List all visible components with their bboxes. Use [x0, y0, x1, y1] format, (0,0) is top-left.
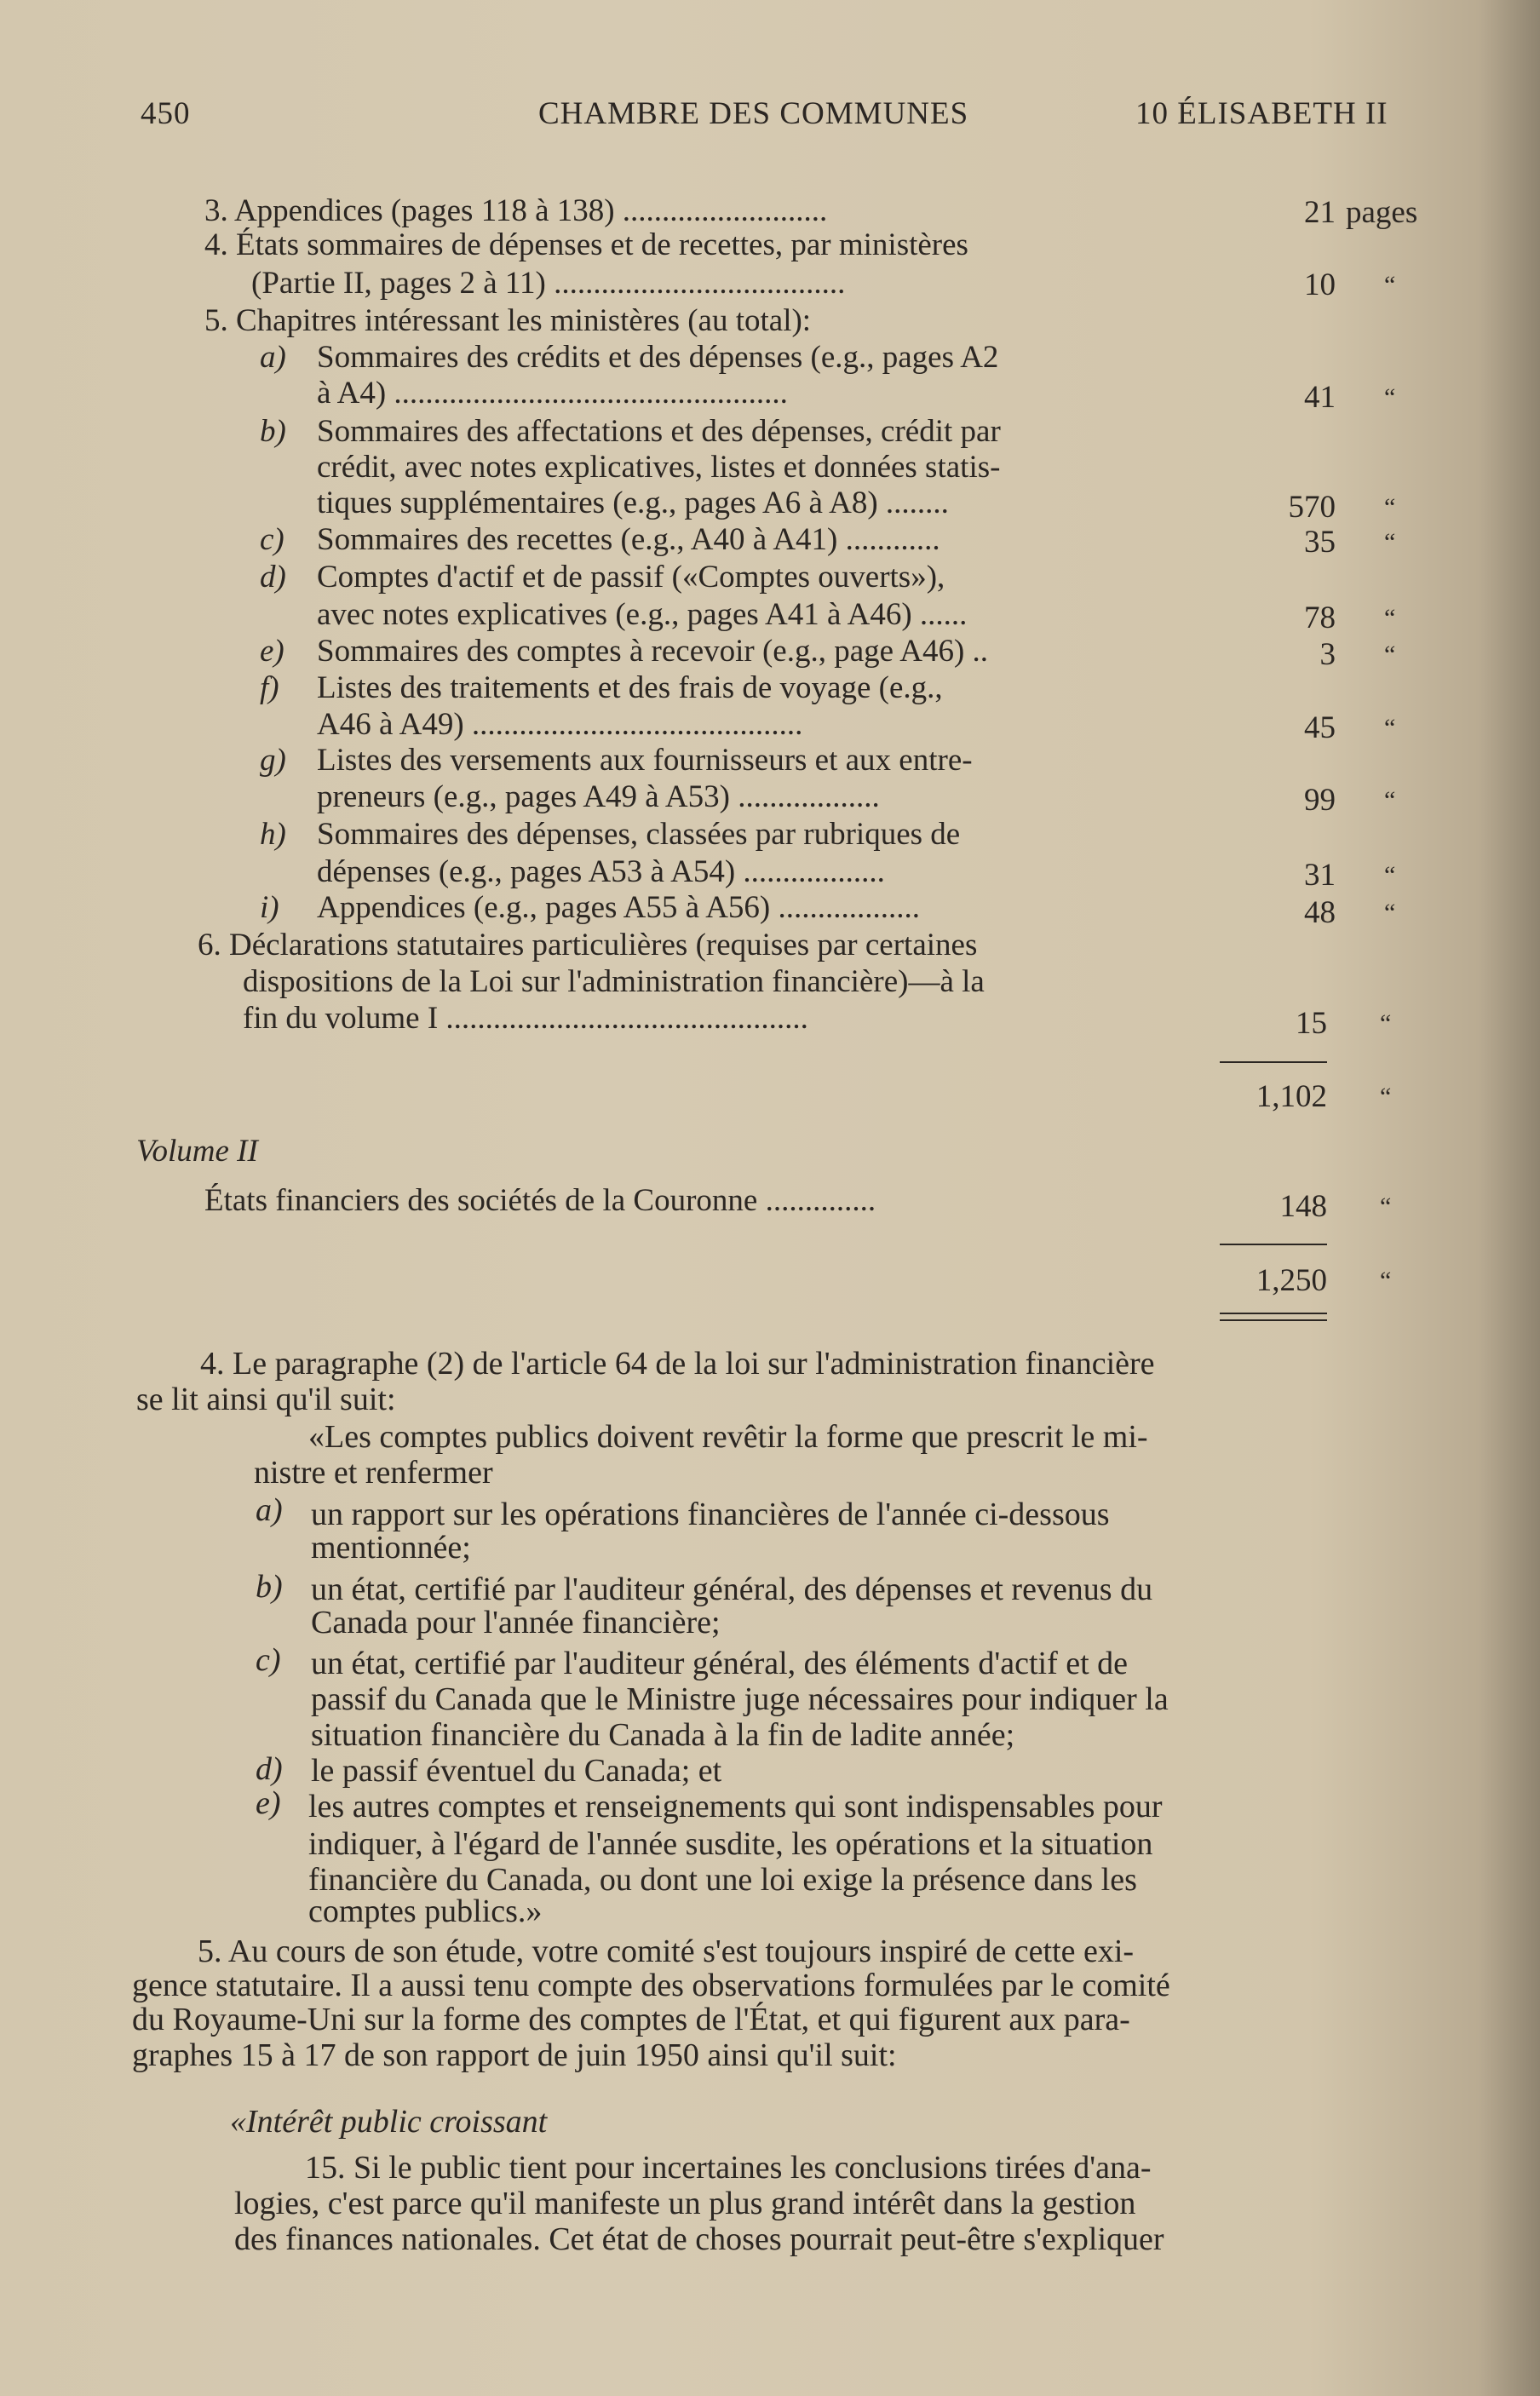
para-4-d-label: d): [256, 1751, 283, 1787]
item-c-pages: 35: [1304, 525, 1336, 560]
item-h-label: h): [260, 817, 286, 852]
item-a-pages: 41: [1304, 380, 1336, 415]
reign-year: 10 ÉLISABETH II: [1135, 96, 1388, 131]
item-a-ditto: “: [1384, 383, 1396, 411]
item-e-label: e): [260, 634, 284, 669]
total-rule: [1220, 1244, 1327, 1245]
volume-2-pages: 148: [1279, 1189, 1327, 1224]
item-d-pages: 78: [1304, 600, 1336, 635]
para-4-a-label: a): [256, 1492, 283, 1528]
list-item-4-line2: (Partie II, pages 2 à 11) .....................................: [251, 266, 846, 301]
item-g-ditto: “: [1384, 786, 1396, 814]
list-item-3: 3. Appendices (pages 118 à 138) ..........................: [204, 193, 828, 228]
list-item-4-line1: 4. États sommaires de dépenses et de recettes, par ministères: [204, 227, 968, 262]
item-d-label: d): [260, 560, 286, 595]
volume-2-item: États financiers des sociétés de la Couronne ..............: [204, 1183, 876, 1218]
item-6-ditto: “: [1380, 1009, 1392, 1037]
item-c-line1: Sommaires des recettes (e.g., A40 à A41) ............: [317, 522, 940, 557]
item-b-pages: 570: [1288, 490, 1336, 525]
volume-2-heading: Volume II: [136, 1134, 258, 1169]
item-g-pages: 99: [1304, 783, 1336, 818]
item-d-ditto: “: [1384, 604, 1396, 632]
item-g-line2: preneurs (e.g., pages A49 à A53) ..................: [317, 779, 880, 814]
item-i-label: i): [260, 890, 279, 925]
item-6-pages: 15: [1296, 1006, 1327, 1041]
grand-total-ditto: “: [1380, 1267, 1392, 1295]
item-a-label: a): [260, 340, 286, 375]
item-i-line1: Appendices (e.g., pages A55 à A56) ..................: [317, 890, 921, 925]
quote-line1: 15. Si le public tient pour incertaines les conclusions tirées d'ana-: [305, 2150, 1152, 2186]
para-5-line1: 5. Au cours de son étude, votre comité s'est toujours inspiré de cette exi-: [198, 1933, 1135, 1969]
para-4-e-line1: les autres comptes et renseignements qui sont indispensables pour: [308, 1789, 1163, 1824]
para-4-b-line1: un état, certifié par l'auditeur général, des dépenses et revenus du: [311, 1571, 1153, 1607]
subtotal-value: 1,102: [1256, 1079, 1327, 1114]
item-a-line1: Sommaires des crédits et des dépenses (e.g., pages A2: [317, 340, 999, 375]
list-item-5: 5. Chapitres intéressant les ministères (au total):: [204, 303, 812, 338]
list-item-6-line3: fin du volume I ..............................................: [243, 1001, 808, 1036]
grand-total: 1,250: [1256, 1263, 1327, 1298]
para-4-b-line2: Canada pour l'année financière;: [311, 1605, 721, 1640]
para-4-d-line1: le passif éventuel du Canada; et: [311, 1753, 722, 1789]
item-h-line2: dépenses (e.g., pages A53 à A54) ..................: [317, 854, 885, 889]
item-g-label: g): [260, 743, 286, 778]
list-item-6-line2: dispositions de la Loi sur l'administration financière)—à la: [243, 964, 985, 999]
item-a-line2: à A4) ..................................................: [317, 376, 788, 411]
item-c-label: c): [260, 522, 284, 557]
item-h-line1: Sommaires des dépenses, classées par rubriques de: [317, 817, 961, 852]
volume-2-ditto: “: [1380, 1192, 1392, 1221]
item-i-ditto: “: [1384, 899, 1396, 927]
item-d-line1: Comptes d'actif et de passif («Comptes ouverts»),: [317, 560, 945, 595]
item-4-ditto: “: [1384, 271, 1396, 299]
para-4-line2: se lit ainsi qu'il suit:: [136, 1382, 396, 1417]
para-4-c-line2: passif du Canada que le Ministre juge nécessaires pour indiquer la: [311, 1681, 1169, 1717]
para-5-line2: gence statutaire. Il a aussi tenu compte des observations formulées par le comité: [132, 1968, 1170, 2003]
item-b-label: b): [260, 414, 286, 449]
item-b-line2: crédit, avec notes explicatives, listes et données statis-: [317, 450, 1001, 485]
total-double-rule-2: [1220, 1319, 1327, 1321]
item-i-pages: 48: [1304, 895, 1336, 930]
item-h-pages: 31: [1304, 858, 1336, 893]
item-g-line1: Listes des versements aux fournisseurs et aux entre-: [317, 743, 973, 778]
para-5-line3: du Royaume-Uni sur la forme des comptes de l'État, et qui figurent aux para-: [132, 2002, 1130, 2037]
item-3-pages: 21: [1304, 195, 1336, 230]
para-4-c-line1: un état, certifié par l'auditeur général, des éléments d'actif et de: [311, 1646, 1129, 1681]
item-b-line3: tiques supplémentaires (e.g., pages A6 à A8) ........: [317, 486, 949, 520]
total-double-rule-1: [1220, 1313, 1327, 1314]
item-f-pages: 45: [1304, 710, 1336, 745]
item-f-label: f): [260, 670, 279, 705]
item-b-ditto: “: [1384, 493, 1396, 521]
quote-line2: logies, c'est parce qu'il manifeste un plus grand intérêt dans la gestion: [234, 2186, 1136, 2221]
para-5-line4: graphes 15 à 17 de son rapport de juin 1950 ainsi qu'il suit:: [132, 2037, 897, 2073]
para-4-line1: 4. Le paragraphe (2) de l'article 64 de la loi sur l'administration financière: [200, 1346, 1155, 1382]
running-title: CHAMBRE DES COMMUNES: [538, 96, 969, 131]
para-4-c-label: c): [256, 1642, 281, 1678]
item-e-line1: Sommaires des comptes à recevoir (e.g., page A46) ..: [317, 634, 989, 669]
item-3-unit: pages: [1346, 195, 1418, 230]
item-e-pages: 3: [1319, 637, 1336, 672]
item-f-ditto: “: [1384, 714, 1396, 742]
para-4-line4: nistre et renfermer: [254, 1455, 493, 1491]
item-e-ditto: “: [1384, 641, 1396, 669]
para-4-b-label: b): [256, 1569, 283, 1605]
item-4-pages: 10: [1304, 267, 1336, 302]
para-4-line3: «Les comptes publics doivent revêtir la forme que prescrit le mi-: [308, 1419, 1148, 1455]
para-4-a-line1: un rapport sur les opérations financières de l'année ci-dessous: [311, 1497, 1110, 1532]
quote-line3: des finances nationales. Cet état de choses pourrait peut-être s'expliquer: [234, 2221, 1164, 2257]
item-d-line2: avec notes explicatives (e.g., pages A41 à A46) ......: [317, 597, 968, 632]
para-4-c-line3: situation financière du Canada à la fin de ladite année;: [311, 1717, 1015, 1753]
subtotal-rule: [1220, 1061, 1327, 1063]
page-number: 450: [141, 96, 191, 131]
para-4-e-label: e): [256, 1785, 281, 1821]
para-4-e-line3: financière du Canada, ou dont une loi exige la présence dans les: [308, 1862, 1137, 1898]
list-item-6-line1: 6. Déclarations statutaires particulières (requises par certaines: [198, 928, 978, 962]
item-f-line2: A46 à A49) ..........................................: [317, 707, 803, 742]
item-c-ditto: “: [1384, 528, 1396, 556]
para-4-e-line4: comptes publics.»: [308, 1893, 543, 1929]
para-4-a-line2: mentionnée;: [311, 1530, 471, 1566]
para-4-e-line2: indiquer, à l'égard de l'année susdite, les opérations et la situation: [308, 1826, 1153, 1862]
item-f-line1: Listes des traitements et des frais de voyage (e.g.,: [317, 670, 943, 705]
quote-heading: «Intérêt public croissant: [230, 2104, 548, 2140]
subtotal-ditto: “: [1380, 1083, 1392, 1111]
item-b-line1: Sommaires des affectations et des dépenses, crédit par: [317, 414, 1001, 449]
item-h-ditto: “: [1384, 861, 1396, 889]
